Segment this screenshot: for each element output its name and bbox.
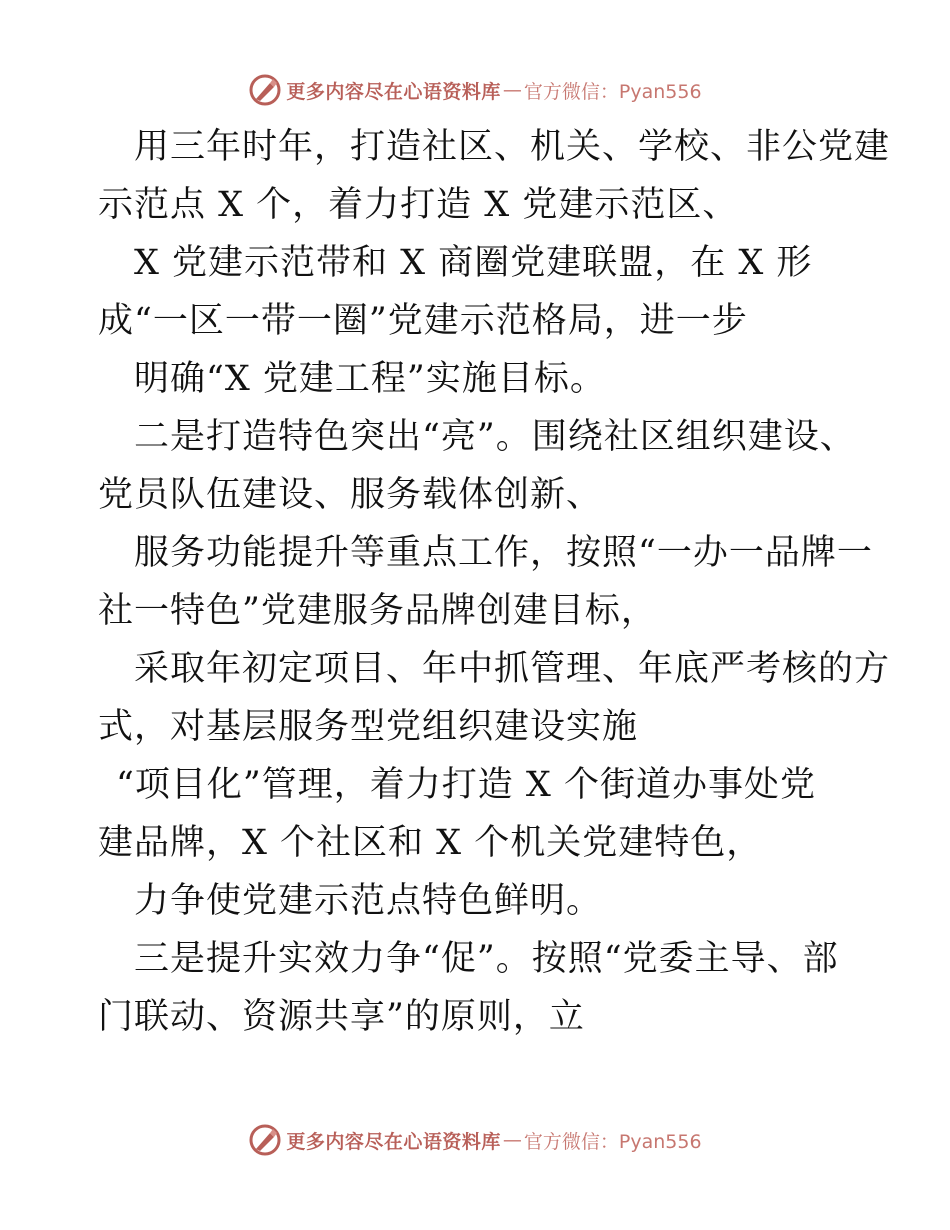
banner-separator: — bbox=[502, 1129, 522, 1151]
footer-banner bbox=[0, 1120, 950, 1160]
text-line: 示范点 X 个，着力打造 X 党建示范区、 bbox=[98, 185, 739, 225]
header-banner bbox=[0, 70, 950, 110]
text-line: 社一特色”党建服务品牌创建目标， bbox=[98, 591, 657, 631]
banner-separator: — bbox=[502, 79, 522, 101]
text-line: “项目化”管理，着力打造 X 个街道办事处党 bbox=[116, 765, 816, 805]
text-line: 建品牌，X 个社区和 X 个机关党建特色， bbox=[98, 823, 763, 863]
text-line: 二是打造特色突出“亮”。围绕社区组织建设、 bbox=[134, 417, 856, 457]
text-line: 用三年时年，打造社区、机关、学校、非公党建 bbox=[134, 127, 891, 167]
text-line: 式，对基层服务型党组织建设实施 bbox=[98, 707, 639, 747]
text-line: 明确“X 党建工程”实施目标。 bbox=[134, 359, 606, 399]
banner-main-text: 更多内容尽在心语资料库 bbox=[286, 1130, 501, 1153]
banner-wechat-label: 官方微信：Pyan556 bbox=[523, 80, 702, 103]
text-line: 采取年初定项目、年中抓管理、年底严考核的方 bbox=[134, 649, 891, 689]
text-line: 服务功能提升等重点工作，按照“一办一品牌一 bbox=[134, 533, 873, 573]
text-line: X 党建示范带和 X 商圈党建联盟，在 X 形 bbox=[134, 243, 813, 283]
text-line: 力争使党建示范点特色鲜明。 bbox=[134, 881, 603, 921]
text-line: 门联动、资源共享”的原则，立 bbox=[98, 997, 585, 1037]
banner-wechat-label: 官方微信：Pyan556 bbox=[523, 1130, 702, 1153]
text-line: 成“一区一带一圈”党建示范格局，进一步 bbox=[98, 301, 748, 341]
text-line: 党员队伍建设、服务载体创新、 bbox=[98, 475, 603, 515]
text-line: 三是提升实效力争“促”。按照“党委主导、部 bbox=[134, 939, 839, 979]
banner-main-text: 更多内容尽在心语资料库 bbox=[286, 80, 501, 103]
pen-logo-icon bbox=[248, 73, 282, 107]
pen-logo-icon bbox=[248, 1123, 282, 1157]
